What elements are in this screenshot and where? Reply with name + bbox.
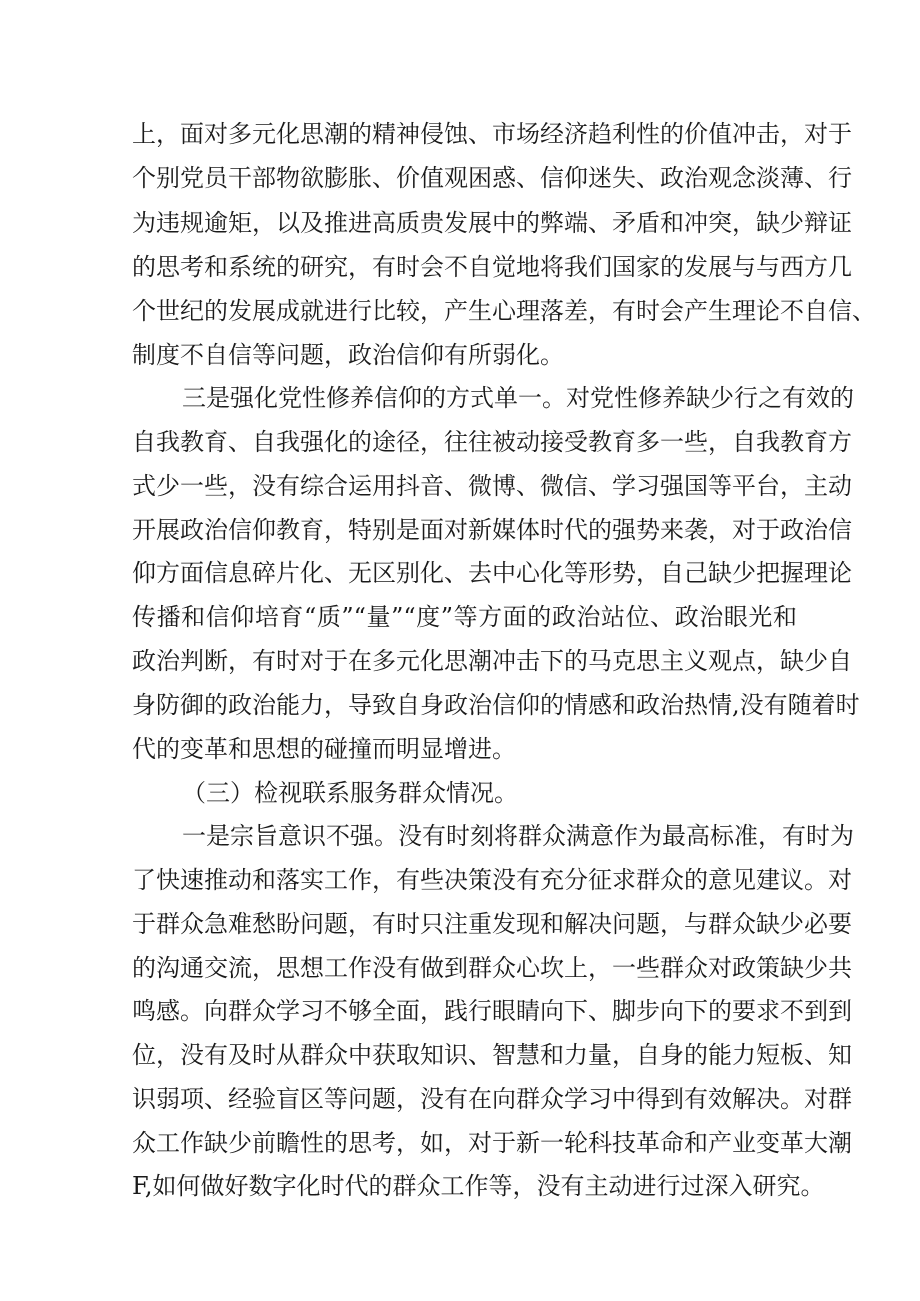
paragraph-line: 识弱项、经验盲区等问题，没有在向群众学习中得到有效解决。对群 bbox=[132, 1085, 852, 1113]
paragraph-line: 政治判断，有时对于在多元化思潮冲击下的马克思主义观点，缺少自 bbox=[132, 647, 852, 675]
paragraph-line: 传播和信仰培育“质”“量”“度”等方面的政治站位、政治眼光和 bbox=[132, 603, 797, 631]
section-heading: （三）检视联系服务群众情况。 bbox=[182, 779, 518, 807]
paragraph-line: 于群众急难愁盼问题，有时只注重发现和解决问题，与群众缺少必要 bbox=[132, 910, 852, 938]
paragraph-line: 为违规逾矩，以及推进高质贵发展中的弊端、矛盾和冲突，缺少辩证 bbox=[132, 209, 852, 237]
paragraph-line: 一是宗旨意识不强。没有时刻将群众满意作为最高标准，有时为 bbox=[182, 822, 854, 850]
paragraph-line: 仰方面信息碎片化、无区别化、去中心化等形势，自己缺少把握理论 bbox=[132, 559, 852, 587]
paragraph-line: 式少一些，没有综合运用抖音、微博、微信、学习强国等平台，主动 bbox=[132, 472, 852, 500]
paragraph-line: 鸣感。向群众学习不够全面，践行眼睛向下、脚步向下的要求不到到 bbox=[132, 997, 852, 1025]
paragraph-line: 的思考和系统的研究，有时会不自觉地将我们国家的发展与与西方几 bbox=[132, 253, 852, 281]
paragraph-line: 的沟通交流，思想工作没有做到群众心坎上，一些群众对政策缺少共 bbox=[132, 954, 852, 982]
paragraph-line: 身防御的政治能力，导致自身政治信仰的情感和政治热情,没有随着时 bbox=[132, 691, 860, 719]
paragraph-line: 位，没有及时从群众中获取知识、智慧和力量，自身的能力短板、知 bbox=[132, 1041, 852, 1069]
paragraph-line: 上，面对多元化思潮的精神侵蚀、市场经济趋利性的价值冲击，对于 bbox=[132, 120, 852, 148]
paragraph-line: 三是强化党性修养信仰的方式单一。对党性修养缺少行之有效的 bbox=[182, 384, 854, 412]
paragraph-line: 自我教育、自我强化的途径，往往被动接受教育多一些，自我教育方 bbox=[132, 428, 852, 456]
paragraph-line: F,如何做好数字化时代的群众工作等，没有主动进行过深入研究。 bbox=[132, 1172, 825, 1200]
paragraph-line: 个别党员干部物欲膨胀、价值观困惑、信仰迷失、政治观念淡薄、行 bbox=[132, 164, 852, 192]
paragraph-line: 代的变革和思想的碰撞而明显增进。 bbox=[132, 735, 516, 763]
paragraph-line: 众工作缺少前瞻性的思考，如，对于新一轮科技革命和产业变革大潮 bbox=[132, 1129, 852, 1157]
paragraph-line: 制度不自信等问题，政治信仰有所弱化。 bbox=[132, 341, 564, 369]
paragraph-line: 个世纪的发展成就进行比较，产生心理落差，有时会产生理论不自信、 bbox=[132, 297, 876, 325]
paragraph-line: 开展政治信仰教育，特别是面对新媒体时代的强势来袭，对于政治信 bbox=[132, 516, 852, 544]
paragraph-line: 了快速推动和落实工作，有些决策没有充分征求群众的意见建议。对 bbox=[132, 866, 852, 894]
